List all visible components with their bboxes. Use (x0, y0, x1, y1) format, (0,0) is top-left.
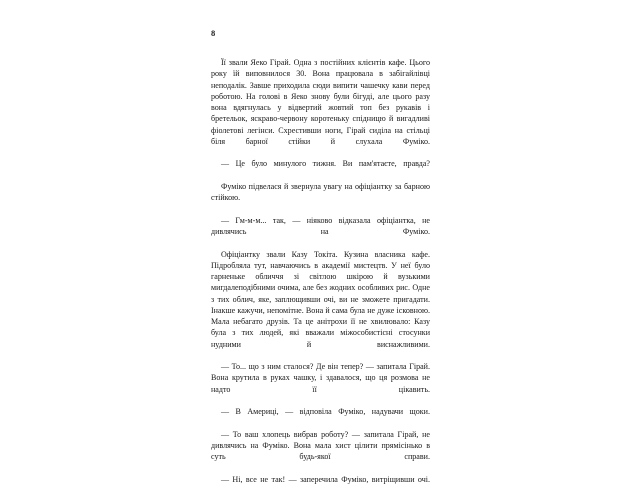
page-text-column (211, 57, 430, 496)
page-number: 8 (211, 28, 216, 38)
paragraph: Фуміко підвелася й звернула увагу на офіціантку за барною стійкою. (211, 181, 430, 203)
dialogue-line: — Гм-м-м... так, — ніяково відказала офіціантка, не дивлячись на Фуміко. (211, 215, 430, 236)
paragraph: Офіціантку звали Казу Токіта. Кузина власника кафе. Підробляла тут, навчаючись в академії мистецтв. У неї було гарненьке обличчя зі світлою шкірою й вузькими мигдалеподібними очима, але без жодних особливих рис. Одне з тих облич, яке, заплющивши очі, ви не зможете пригадати. Інакше кажучи, непомітне. Вона й сама була не дуже ісковною. Мала небагато друзів. Та це анітрохи її не хвилювало: Казу була з тих людей, які вважали міжособистісні стосунки нудними й виснажливими. (211, 249, 430, 349)
dialogue-line: — Ні, все не так! — заперечила Фуміко, витріщивши очі. (221, 474, 430, 484)
dialogue-line: — Це було минулого тижня. Ви пам'ятаєте, правда? (221, 159, 430, 169)
dialogue-line: — То ваш хлопець вибрав роботу? — запитала Гірай, не дивлячись на Фуміко. Вона мала хист цілити прямісінько в суть будь-якої справи. (211, 429, 430, 462)
dialogue-line: — То... що з ним сталося? Де він тепер? — запитала Гірай. Вона крутила в руках чашку, і здавалося, що ця розмова не надто її цікавить. (211, 362, 430, 394)
paragraph: Її звали Яеко Гірай. Одна з постійних клієнтів кафе. Цього року їй виповнилося 30. Вона працювала в забігайлівці неподалік. Завше приходила сюди випити чашечку кави перед роботою. На голові в Яеко знову були бігуді, але цього разу вона вдягнулась у відвертий жовтий топ без рукавів і бретельок, яскраво-червону коротеньку спідницю й вигадливі фіолетові легінси. Схрестивши ноги, Гірай сиділа на стільці біля барної стійки й слухала Фуміко. (211, 58, 430, 146)
dialogue-line: — В Америці, — відповіла Фуміко, надувачи щоки. (221, 407, 430, 417)
